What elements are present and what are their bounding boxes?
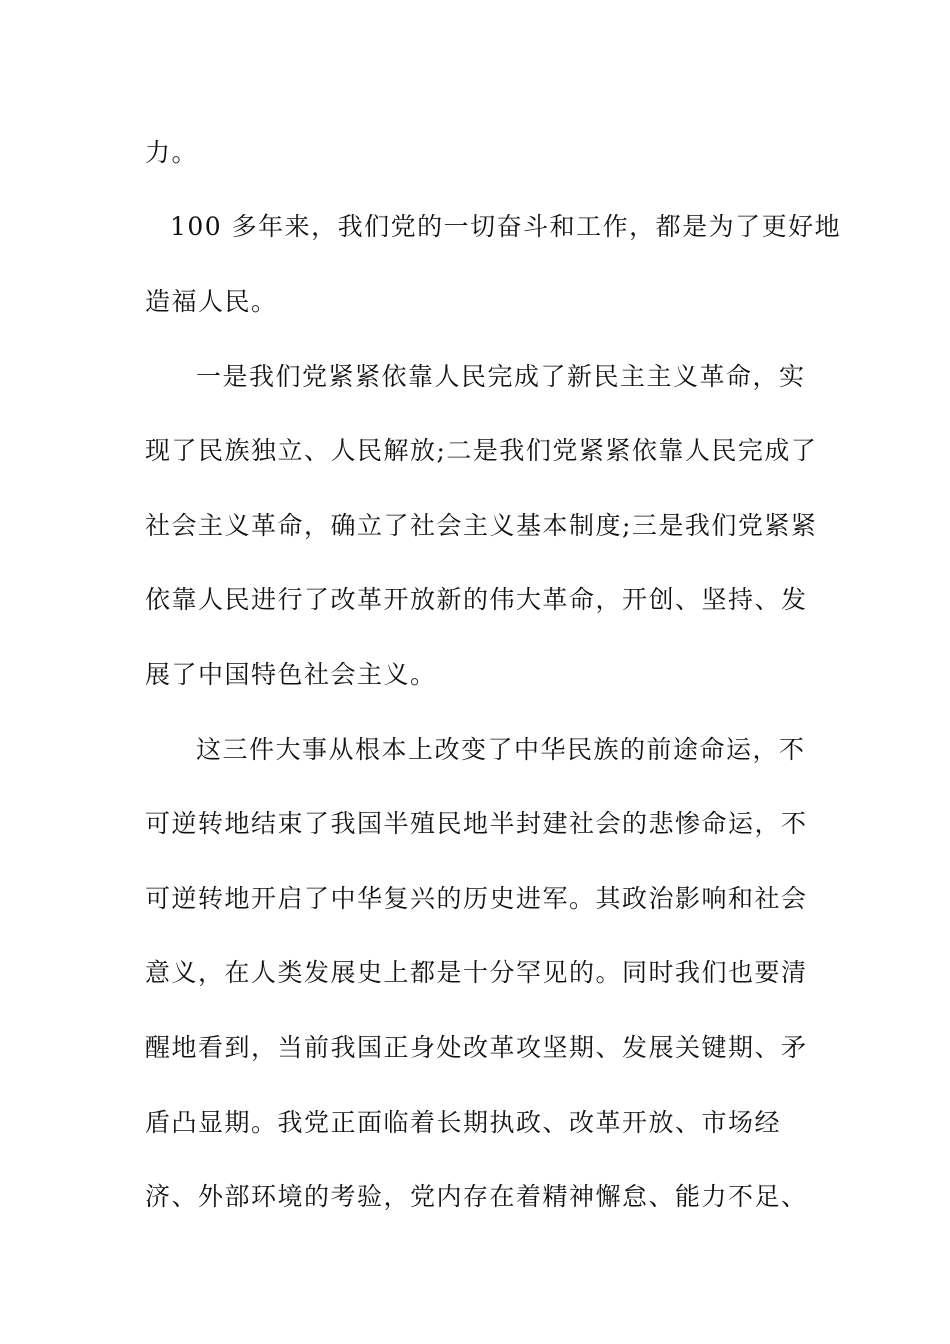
text-line: 可逆转地开启了中华复兴的历史进军。其政治影响和社会 (145, 884, 808, 913)
text-line: 依靠人民进行了改革开放新的伟大革命，开创、坚持、发 (145, 585, 808, 614)
text-line: 意义，在人类发展史上都是十分罕见的。同时我们也要清 (145, 958, 808, 987)
text-line: 现了民族独立、人民解放;二是我们党紧紧依靠人民完成了 (145, 436, 818, 465)
text-line: 盾凸显期。我党正面临着长期执政、改革开放、市场经 (145, 1108, 782, 1137)
text-line: 力。 (145, 138, 199, 167)
text-line: 可逆转地结束了我国半殖民地半封建社会的悲惨命运，不 (145, 809, 808, 838)
text-line: 济、外部环境的考验，党内存在着精神懈怠、能力不足、 (145, 1182, 808, 1211)
text-line: 社会主义革命，确立了社会主义基本制度;三是我们党紧紧 (145, 511, 818, 540)
text-line: 醒地看到，当前我国正身处改革攻坚期、发展关键期、矛 (145, 1033, 808, 1062)
text-line: 100 多年来，我们党的一切奋斗和工作，都是为了更好地 (170, 212, 842, 241)
text-line: 一是我们党紧紧依靠人民完成了新民主主义革命，实 (196, 362, 806, 391)
text-line: 展了中国特色社会主义。 (145, 660, 437, 689)
text-line: 造福人民。 (145, 287, 278, 316)
text-line: 这三件大事从根本上改变了中华民族的前途命运，不 (196, 735, 806, 764)
